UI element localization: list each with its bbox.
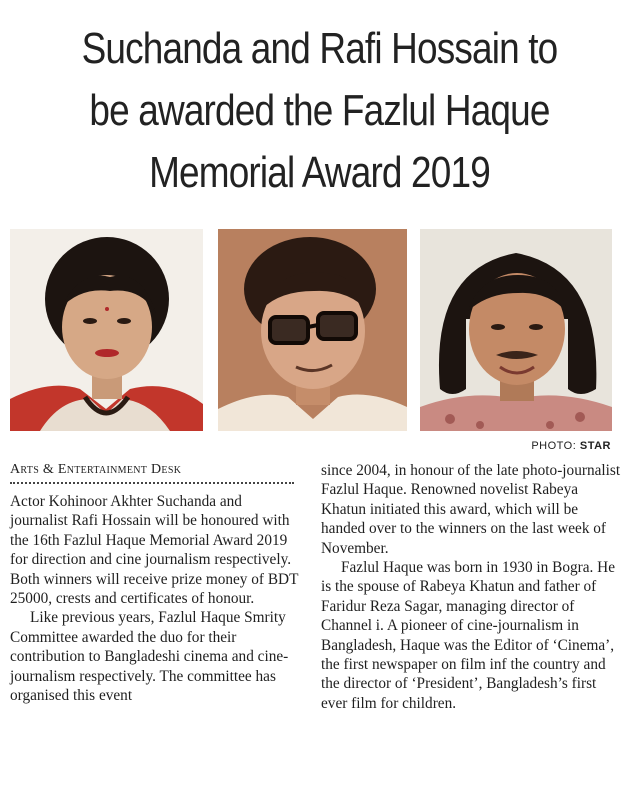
headline-line-2: be awarded the Fazlul Haque <box>89 86 550 135</box>
paragraph: since 2004, in honour of the late photo-journalist Fazlul Haque. Renowned novelist Rabeya Khatun initiated this award, which will be handed over to the winners on the last week of November. <box>321 462 621 557</box>
desk-byline: Arts & Entertainment Desk <box>10 462 294 484</box>
photo-woman <box>10 229 203 431</box>
photo-credit <box>531 440 611 452</box>
photo-credit-label: PHOTO: <box>531 440 577 452</box>
paragraph: Fazlul Haque was born in 1930 in Bogra. He is the spouse of Rabeya Khatun and father of Faridur Reza Sagar, managing director of Channel i. A pioneer of cine-journalism in Bangladesh, Haque was the Editor of ‘Cinema’, the first newspaper on film inf the country and the director of ‘President’, Bangladesh’s first ever film for children. <box>321 559 616 712</box>
photo-fazlul-haque <box>218 229 407 431</box>
photo-man-long-hair <box>420 229 612 431</box>
headline-line-3: Memorial Award 2019 <box>149 148 490 197</box>
headline <box>51 18 588 204</box>
article-column-1 <box>10 492 300 705</box>
paragraph: Like previous years, Fazlul Haque Smrity Committee awarded the duo for their contribution to Bangladeshi cinema and cine-journalism respectively. The committee has organised this event <box>10 609 289 705</box>
article-column-2 <box>321 461 621 713</box>
headline-line-1: Suchanda and Rafi Hossain to <box>81 24 558 73</box>
photo-credit-source: STAR <box>579 440 611 452</box>
paragraph: Actor Kohinoor Akhter Suchanda and journalist Rafi Hossain will be honoured with the 16th Fazlul Haque Memorial Award 2019 for direction and cine journalism respectively. Both winners will receive prize money of BDT 25000, crests and certificates of honour. <box>10 493 299 608</box>
